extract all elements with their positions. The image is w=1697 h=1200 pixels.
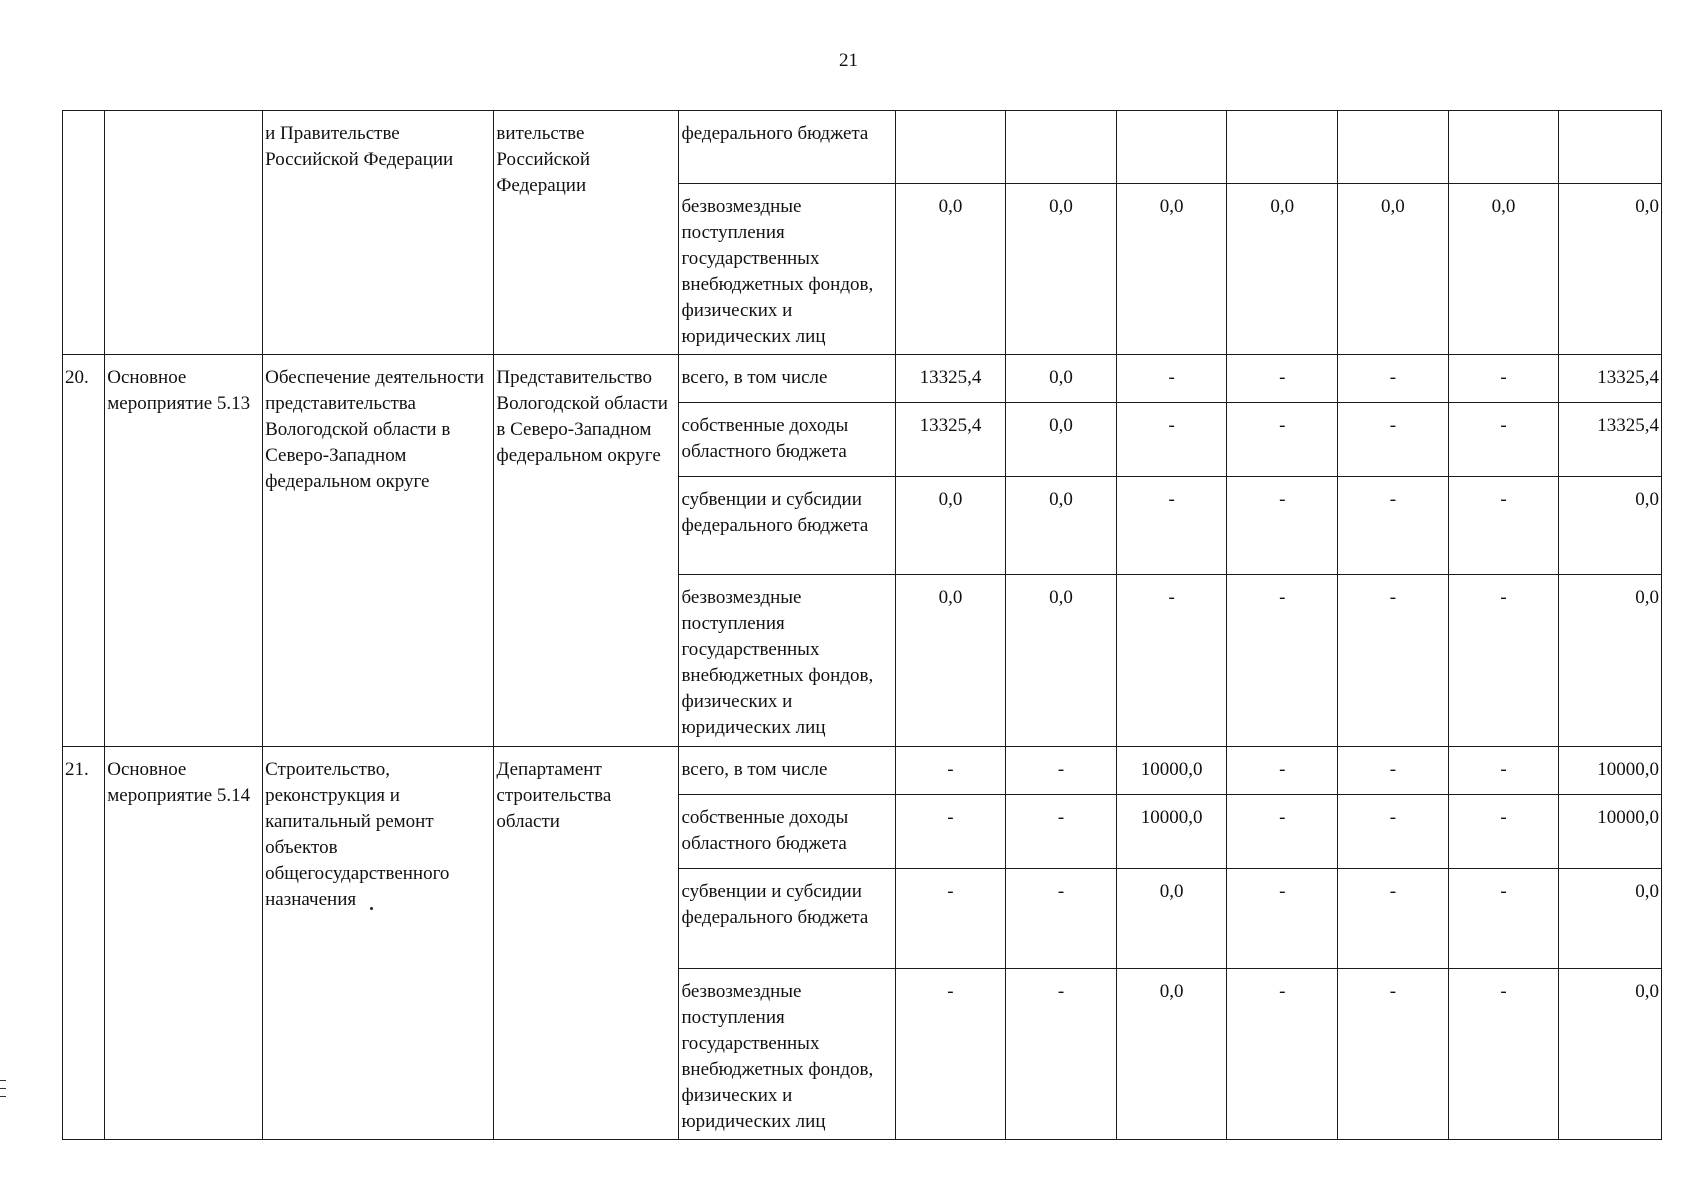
- value-cell: -: [1448, 795, 1559, 869]
- value-cell: 0,0: [1227, 184, 1338, 355]
- total-value-cell: 0,0: [1559, 869, 1662, 969]
- funding-source-cell: собственные доходы областного бюджета: [679, 795, 895, 869]
- total-value-cell: 13325,4: [1559, 355, 1662, 403]
- value-cell: -: [1227, 403, 1338, 477]
- total-value-cell: 0,0: [1559, 969, 1662, 1140]
- executor-cell: вительстве Российской Федерации: [494, 111, 679, 355]
- value-cell: 0,0: [1338, 184, 1449, 355]
- funding-source-cell: субвенции и субсидии федерального бюджета: [679, 869, 895, 969]
- value-cell: 0,0: [1116, 184, 1227, 355]
- value-cell: 0,0: [895, 184, 1006, 355]
- activity-name-cell: Основное мероприятие 5.13: [105, 355, 263, 747]
- value-cell: -: [1448, 355, 1559, 403]
- value-cell: 0,0: [1006, 575, 1117, 747]
- row-number-cell: [63, 111, 105, 355]
- executor-cell: Представительство Вологодской области в Северо-Западном федеральном округе: [494, 355, 679, 747]
- value-cell: 0,0: [1116, 869, 1227, 969]
- value-cell: -: [1227, 869, 1338, 969]
- activity-description-cell: Обеспечение деятельности представительства Вологодской области в Северо-Западном федеральном округе: [263, 355, 494, 747]
- executor-cell: Департамент строительства области: [494, 747, 679, 1140]
- value-cell: -: [1448, 477, 1559, 575]
- value-cell: -: [1006, 795, 1117, 869]
- value-cell: 0,0: [895, 477, 1006, 575]
- value-cell: [1448, 111, 1559, 184]
- value-cell: -: [1448, 403, 1559, 477]
- value-cell: 13325,4: [895, 355, 1006, 403]
- value-cell: -: [1448, 969, 1559, 1140]
- funding-source-cell: собственные доходы областного бюджета: [679, 403, 895, 477]
- activity-description-cell: и Правительстве Российской Федерации: [263, 111, 494, 355]
- value-cell: -: [1116, 403, 1227, 477]
- value-cell: [1227, 111, 1338, 184]
- funding-source-cell: безвозмездные поступления государственных внебюджетных фондов, физических и юридических лиц: [679, 969, 895, 1140]
- value-cell: 0,0: [1006, 477, 1117, 575]
- value-cell: -: [1227, 747, 1338, 795]
- value-cell: -: [1227, 355, 1338, 403]
- value-cell: -: [1338, 795, 1449, 869]
- value-cell: -: [895, 869, 1006, 969]
- value-cell: [895, 111, 1006, 184]
- value-cell: 0,0: [1006, 403, 1117, 477]
- value-cell: -: [1006, 747, 1117, 795]
- funding-source-cell: всего, в том числе: [679, 355, 895, 403]
- value-cell: 0,0: [1448, 184, 1559, 355]
- total-value-cell: 10000,0: [1559, 795, 1662, 869]
- value-cell: -: [1338, 969, 1449, 1140]
- scan-edge-mark: [0, 1088, 6, 1089]
- value-cell: 0,0: [1116, 969, 1227, 1140]
- scan-speck: [370, 907, 373, 910]
- value-cell: -: [1006, 869, 1117, 969]
- value-cell: -: [1338, 575, 1449, 747]
- value-cell: -: [1227, 969, 1338, 1140]
- scan-edge-mark: [0, 1096, 6, 1097]
- value-cell: -: [1448, 869, 1559, 969]
- value-cell: 13325,4: [895, 403, 1006, 477]
- row-number-cell: 20.: [63, 355, 105, 747]
- row-number-cell: 21.: [63, 747, 105, 1140]
- table-row: [63, 747, 1662, 795]
- value-cell: -: [1448, 575, 1559, 747]
- total-value-cell: 13325,4: [1559, 403, 1662, 477]
- total-value-cell: 0,0: [1559, 477, 1662, 575]
- value-cell: -: [1227, 795, 1338, 869]
- value-cell: [1338, 111, 1449, 184]
- value-cell: -: [1448, 747, 1559, 795]
- budget-table: [62, 110, 1662, 1140]
- total-value-cell: 10000,0: [1559, 747, 1662, 795]
- funding-source-cell: безвозмездные поступления государственных внебюджетных фондов, физических и юридических лиц: [679, 184, 895, 355]
- funding-source-cell: всего, в том числе: [679, 747, 895, 795]
- value-cell: -: [1338, 869, 1449, 969]
- value-cell: 10000,0: [1116, 747, 1227, 795]
- value-cell: -: [895, 747, 1006, 795]
- funding-source-cell: федерального бюджета: [679, 111, 895, 184]
- funding-source-cell: субвенции и субсидии федерального бюджета: [679, 477, 895, 575]
- value-cell: 10000,0: [1116, 795, 1227, 869]
- activity-name-cell: Основное мероприятие 5.14: [105, 747, 263, 1140]
- value-cell: -: [1116, 355, 1227, 403]
- value-cell: -: [1338, 355, 1449, 403]
- value-cell: -: [1116, 575, 1227, 747]
- value-cell: -: [1338, 403, 1449, 477]
- total-value-cell: 0,0: [1559, 575, 1662, 747]
- value-cell: 0,0: [1006, 355, 1117, 403]
- funding-source-cell: безвозмездные поступления государственных внебюджетных фондов, физических и юридических лиц: [679, 575, 895, 747]
- value-cell: 0,0: [895, 575, 1006, 747]
- table-row: [63, 355, 1662, 403]
- total-value-cell: 0,0: [1559, 184, 1662, 355]
- scan-edge-mark: [0, 1080, 6, 1081]
- value-cell: -: [1338, 747, 1449, 795]
- value-cell: -: [1227, 575, 1338, 747]
- value-cell: [1116, 111, 1227, 184]
- value-cell: 0,0: [1006, 184, 1117, 355]
- value-cell: -: [1338, 477, 1449, 575]
- value-cell: -: [1227, 477, 1338, 575]
- value-cell: -: [895, 795, 1006, 869]
- total-value-cell: [1559, 111, 1662, 184]
- page-number: 21: [839, 50, 858, 71]
- value-cell: [1006, 111, 1117, 184]
- value-cell: -: [1006, 969, 1117, 1140]
- activity-description-cell: Строительство, реконструкция и капитальный ремонт объектов общегосударственного назначения: [263, 747, 494, 1140]
- value-cell: -: [895, 969, 1006, 1140]
- table-row: [63, 111, 1662, 184]
- value-cell: -: [1116, 477, 1227, 575]
- activity-name-cell: [105, 111, 263, 355]
